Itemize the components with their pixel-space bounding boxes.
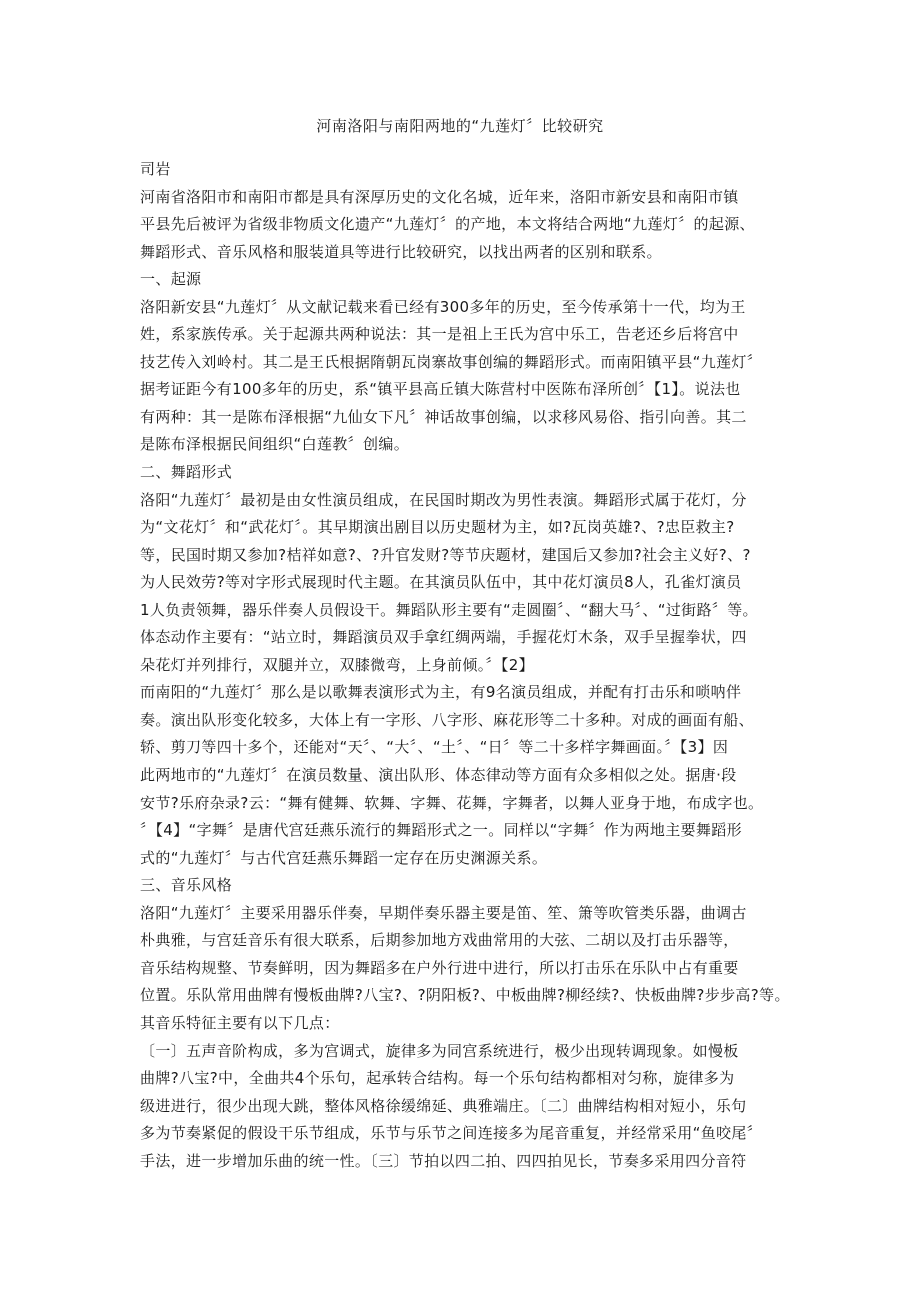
text-line: 有两种：其一是陈布泽根据“九仙女下凡〞神话故事创编，以求移风易俗、指引向善。其二: [140, 407, 747, 426]
text-line: 为人民效劳?等对字形式展现时代主题。在其演员队伍中，其中花灯演员8人，孔雀灯演员: [140, 573, 742, 592]
text-line: 级进进行，很少出现大跳，整体风格徐缓绵延、典雅端庄。〔二〕曲牌结构相对短小，乐句: [140, 1096, 747, 1115]
section-heading: 一、起源: [140, 270, 202, 289]
text-line: 而南阳的“九莲灯〞那么是以歌舞表演形式为主，有9名演员组成，并配有打击乐和唢呐伴: [140, 683, 742, 702]
text-line: 朵花灯并列排行，双腿并立，双膝微弯，上身前倾。〞【2】: [140, 655, 534, 674]
text-line: 式的“九莲灯〞与古代宫廷燕乐舞蹈一定存在历史渊源关系。: [140, 848, 548, 867]
text-line: 〞【4】“字舞〞是唐代宫廷燕乐流行的舞蹈形式之一。同样以“字舞〞作为两地主要舞蹈形: [140, 821, 742, 840]
text-line: 安节?乐府杂录?云：“舞有健舞、软舞、字舞、花舞，字舞者，以舞人亚身于地，布成字也。: [140, 793, 764, 812]
document-title: 河南洛阳与南阳两地的“九莲灯〞比较研究: [316, 117, 604, 135]
text-line: 技艺传入刘岭村。其二是王氏根据隋朝瓦岗寨故事创编的舞蹈形式。而南阳镇平县“九莲灯〞: [140, 352, 763, 371]
text-line: 洛阳新安县“九莲灯〞从文献记载来看已经有300多年的历史，至今传承第十一代，均为王: [140, 297, 746, 316]
text-line: 位置。乐队常用曲牌有慢板曲牌?八宝?、?阴阳板?、中板曲牌?柳经续?、快板曲牌?步步高?等。: [140, 986, 790, 1005]
text-line: 轿、剪刀等四十多个，还能对“天〞、“大〞、“土〞、“日〞等二十多样字舞画面。〞【3】因: [140, 738, 729, 757]
text-line: 舞蹈形式、音乐风格和服装道具等进行比较研究，以找出两者的区别和联系。: [140, 242, 662, 261]
text-line: 洛阳“九莲灯〞主要采用器乐伴奏，早期伴奏乐器主要是笛、笙、箫等吹管类乐器，曲调古: [140, 903, 747, 922]
text-line: 是陈布泽根据民间组织“白莲教〞创编。: [140, 435, 410, 454]
text-line: 平县先后被评为省级非物质文化遗产“九莲灯〞的产地，本文将结合两地“九莲灯〞的起源、: [140, 215, 755, 234]
text-line: 1人负责领舞，器乐伴奏人员假设干。舞蹈队形主要有“走圆圈〞、“翻大马〞、“过街路〞等。: [140, 600, 758, 619]
text-line: 其音乐特征主要有以下几点：: [140, 1013, 340, 1032]
text-line: 据考证距今有100多年的历史，系“镇平县高丘镇大陈营村中医陈布泽所创〞【1】。说法也: [140, 380, 741, 399]
document-body: [140, 156, 810, 1175]
text-line: 音乐结构规整、节奏鲜明，因为舞蹈多在户外行进中进行，所以打击乐在乐队中占有重要: [140, 958, 739, 977]
text-line: 〔一〕五声音阶构成，多为宫调式，旋律多为同宫系统进行，极少出现转调现象。如慢板: [140, 1041, 739, 1060]
text-line: 曲牌?八宝?中，全曲共4个乐句，起承转合结构。每一个乐句结构都相对匀称，旋律多为: [140, 1069, 735, 1088]
text-line: 朴典雅，与宫廷音乐有很大联系，后期参加地方戏曲常用的大弦、二胡以及打击乐器等，: [140, 931, 739, 950]
text-line: 河南省洛阳市和南阳市都是具有深厚历史的文化名城，近年来，洛阳市新安县和南阳市镇: [140, 187, 739, 206]
text-line: 姓，系家族传承。关于起源共两种说法：其一是祖上王氏为宫中乐工，告老还乡后将宫中: [140, 325, 739, 344]
text-line: 此两地市的“九莲灯〞在演员数量、演出队形、体态律动等方面有众多相似之处。据唐·段: [140, 766, 737, 785]
text-line: 体态动作主要有：“站立时，舞蹈演员双手拿红绸两端，手握花灯木条，双手呈握拳状，四: [140, 628, 747, 647]
text-line: 洛阳“九莲灯〞最初是由女性演员组成，在民国时期改为男性表演。舞蹈形式属于花灯，分: [140, 490, 747, 509]
section-heading: 三、音乐风格: [140, 876, 233, 895]
text-line: 等，民国时期又参加?桔祥如意?、?升官发财?等节庆题材，建国后又参加?社会主义好?、?: [140, 545, 751, 564]
text-line: 奏。演出队形变化较多，大体上有一字形、八字形、麻花形等二十多种。对成的画面有船、: [140, 710, 755, 729]
text-line: 多为节奏紧促的假设干乐节组成，乐节与乐节之间连接多为尾音重复，并经常采用“鱼咬尾〞: [140, 1124, 763, 1143]
author-line: 司岩: [140, 160, 171, 178]
section-heading: 二、舞蹈形式: [140, 463, 233, 482]
text-line: 手法，进一步增加乐曲的统一性。〔三〕节拍以四二拍、四四拍见长，节奏多采用四分音符: [140, 1151, 747, 1170]
text-line: 为“文花灯〞和“武花灯〞。其早期演出剧目以历史题材为主，如?瓦岗英雄?、?忠臣救主?: [140, 518, 735, 537]
